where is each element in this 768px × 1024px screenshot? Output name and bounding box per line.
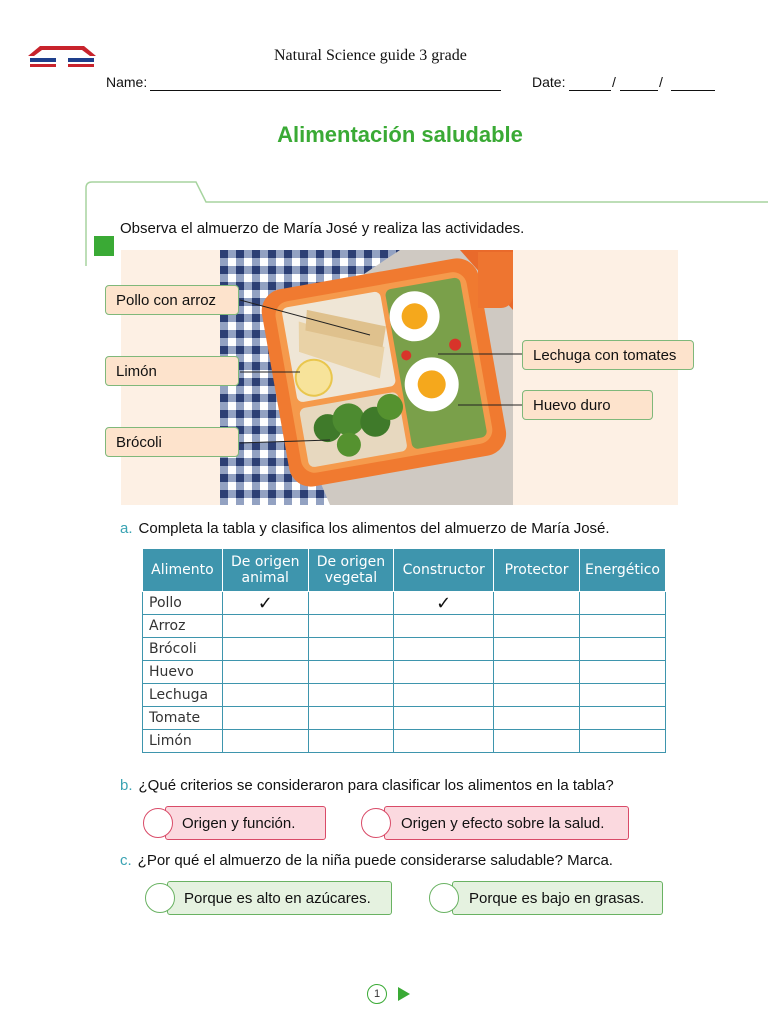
table-cell[interactable] bbox=[579, 661, 665, 684]
column-header: Constructor bbox=[394, 549, 494, 592]
table-cell[interactable] bbox=[494, 684, 580, 707]
table-cell[interactable] bbox=[579, 684, 665, 707]
table-cell[interactable] bbox=[494, 730, 580, 753]
section-marker-icon bbox=[94, 236, 114, 256]
option-origen-funcion[interactable]: Origen y función. bbox=[165, 806, 326, 840]
table-cell[interactable] bbox=[308, 661, 394, 684]
next-page-arrow-icon[interactable] bbox=[397, 986, 411, 1002]
table-cell[interactable] bbox=[494, 707, 580, 730]
table-cell[interactable] bbox=[222, 707, 308, 730]
page-number: 1 bbox=[367, 984, 387, 1004]
question-text: ¿Qué criterios se consideraron para clasificar los alimentos en la tabla? bbox=[138, 777, 614, 794]
table-cell[interactable] bbox=[222, 661, 308, 684]
question-c bbox=[120, 852, 613, 869]
radio-circle[interactable] bbox=[361, 808, 391, 838]
table-row bbox=[143, 661, 666, 684]
table-row bbox=[143, 592, 666, 615]
row-label: Pollo bbox=[143, 592, 223, 615]
table-cell[interactable] bbox=[308, 592, 394, 615]
table-cell[interactable] bbox=[308, 707, 394, 730]
option-alto-azucares[interactable]: Porque es alto en azúcares. bbox=[167, 881, 392, 915]
table-cell[interactable] bbox=[579, 707, 665, 730]
table-cell[interactable] bbox=[494, 615, 580, 638]
table-cell[interactable] bbox=[308, 684, 394, 707]
date-month-field[interactable] bbox=[620, 90, 658, 91]
row-label: Huevo bbox=[143, 661, 223, 684]
question-text: ¿Por qué el almuerzo de la niña puede considerarse saludable? Marca. bbox=[137, 852, 613, 869]
label-huevo-duro: Huevo duro bbox=[522, 390, 653, 420]
label-lechuga-con-tomates: Lechuga con tomates bbox=[522, 340, 694, 370]
name-label: Name: bbox=[106, 74, 148, 90]
column-header: Energético bbox=[579, 549, 665, 592]
lunchbox-photo bbox=[220, 250, 513, 505]
label-pollo-con-arroz: Pollo con arroz bbox=[105, 285, 239, 315]
date-separator: / bbox=[659, 74, 663, 90]
question-b bbox=[120, 777, 614, 794]
table-cell[interactable] bbox=[394, 730, 494, 753]
table-cell[interactable] bbox=[494, 661, 580, 684]
column-header: Alimento bbox=[143, 549, 223, 592]
table-header-row bbox=[143, 549, 666, 592]
date-label: Date: bbox=[532, 74, 566, 90]
table-cell[interactable] bbox=[494, 592, 580, 615]
checkmark-icon[interactable]: ✓ bbox=[222, 592, 308, 615]
question-letter: c. bbox=[120, 852, 132, 869]
option-bajo-grasas[interactable]: Porque es bajo en grasas. bbox=[452, 881, 663, 915]
checkmark-icon[interactable]: ✓ bbox=[394, 592, 494, 615]
school-logo-icon bbox=[26, 40, 98, 68]
table-row bbox=[143, 730, 666, 753]
date-year-field[interactable] bbox=[671, 90, 715, 91]
table-cell[interactable] bbox=[394, 615, 494, 638]
table-row bbox=[143, 707, 666, 730]
row-label: Tomate bbox=[143, 707, 223, 730]
table-cell[interactable] bbox=[394, 684, 494, 707]
instruction-text: Observa el almuerzo de María José y realiza las actividades. bbox=[120, 220, 525, 237]
row-label: Limón bbox=[143, 730, 223, 753]
question-letter: a. bbox=[120, 520, 133, 537]
column-header: De origen vegetal bbox=[308, 549, 394, 592]
table-cell[interactable] bbox=[222, 615, 308, 638]
table-cell[interactable] bbox=[222, 730, 308, 753]
name-field[interactable] bbox=[150, 90, 501, 91]
row-label: Arroz bbox=[143, 615, 223, 638]
question-text: Completa la tabla y clasifica los alimentos del almuerzo de María José. bbox=[138, 520, 610, 537]
classification-table bbox=[142, 548, 666, 753]
question-a bbox=[120, 520, 610, 537]
column-header: Protector bbox=[494, 549, 580, 592]
table-cell[interactable] bbox=[579, 615, 665, 638]
table-cell[interactable] bbox=[394, 707, 494, 730]
table-cell[interactable] bbox=[308, 615, 394, 638]
option-origen-efecto[interactable]: Origen y efecto sobre la salud. bbox=[384, 806, 629, 840]
column-header: De origen animal bbox=[222, 549, 308, 592]
table-cell[interactable] bbox=[394, 638, 494, 661]
radio-circle[interactable] bbox=[145, 883, 175, 913]
table-cell[interactable] bbox=[494, 638, 580, 661]
date-separator: / bbox=[612, 74, 616, 90]
row-label: Lechuga bbox=[143, 684, 223, 707]
table-cell[interactable] bbox=[579, 638, 665, 661]
date-day-field[interactable] bbox=[569, 90, 611, 91]
table-cell[interactable] bbox=[579, 730, 665, 753]
table-cell[interactable] bbox=[222, 638, 308, 661]
table-cell[interactable] bbox=[579, 592, 665, 615]
page-title: Alimentación saludable bbox=[277, 122, 523, 147]
table-cell[interactable] bbox=[308, 730, 394, 753]
guide-title: Natural Science guide 3 grade bbox=[274, 47, 467, 64]
label-brocoli: Brócoli bbox=[105, 427, 239, 457]
table-row bbox=[143, 615, 666, 638]
question-letter: b. bbox=[120, 777, 133, 794]
side-container-photo bbox=[478, 252, 513, 308]
table-cell[interactable] bbox=[308, 638, 394, 661]
radio-circle[interactable] bbox=[429, 883, 459, 913]
table-cell[interactable] bbox=[394, 661, 494, 684]
table-row bbox=[143, 684, 666, 707]
table-row bbox=[143, 638, 666, 661]
label-limon: Limón bbox=[105, 356, 239, 386]
radio-circle[interactable] bbox=[143, 808, 173, 838]
table-cell[interactable] bbox=[222, 684, 308, 707]
row-label: Brócoli bbox=[143, 638, 223, 661]
